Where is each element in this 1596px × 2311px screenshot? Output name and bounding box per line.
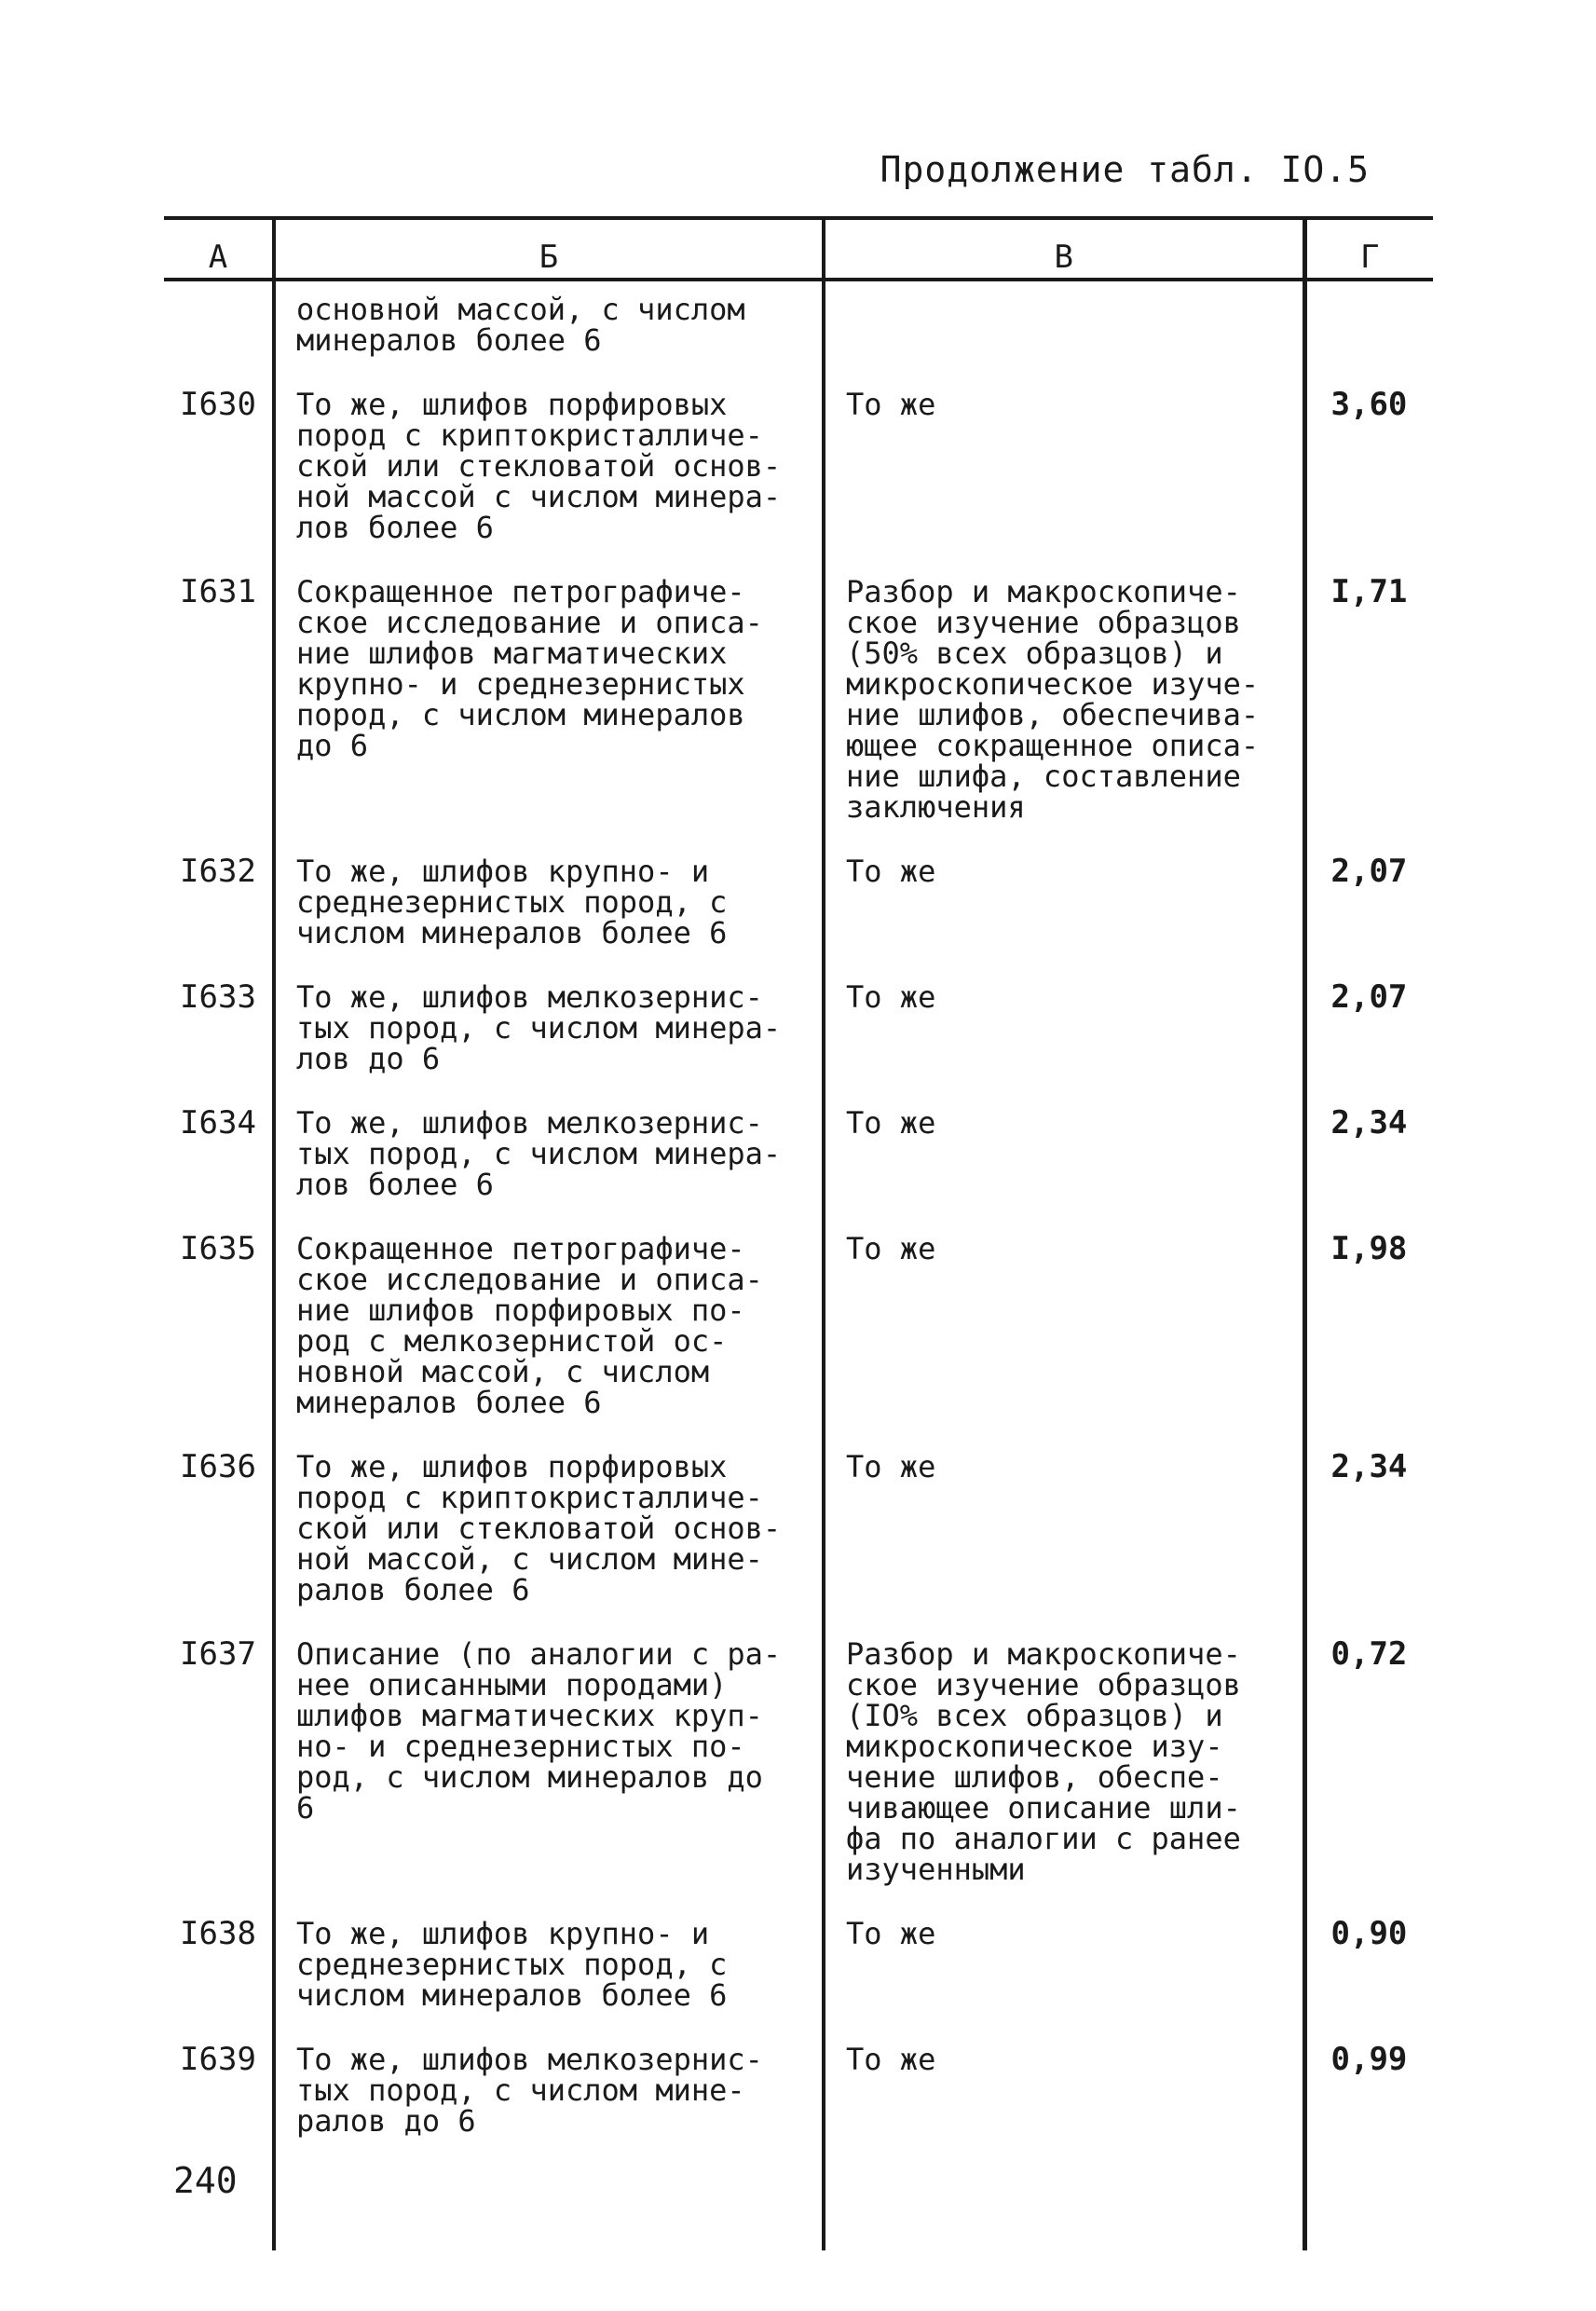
work-content: То же — [824, 969, 1304, 1095]
table-row — [164, 1221, 1433, 1439]
rates-table-container — [164, 216, 1433, 2250]
work-description: Описание (по аналогии с ра- нее описанными породами) шлифов магматических круп- но- и среднезернистых по- род, с числом минералов до 6 — [274, 1626, 824, 1906]
work-description: То же, шлифов мелкозернис- тых пород, с числом минера- лов более 6 — [274, 1095, 824, 1221]
table-row — [164, 1439, 1433, 1626]
row-id: I638 — [180, 1915, 256, 1952]
work-content: То же — [824, 376, 1304, 564]
blank-cell — [274, 2157, 824, 2250]
table-row — [164, 1906, 1433, 2031]
row-id: I631 — [180, 573, 256, 610]
work-content: То же — [824, 1906, 1304, 2031]
row-id: I632 — [180, 853, 256, 890]
row-id: I639 — [180, 2041, 256, 2078]
work-content: То же — [824, 843, 1304, 969]
rate-value: 3,60 — [1304, 376, 1433, 564]
work-description: То же, шлифов порфировых пород с криптокристалличе- ской или стекловатой основ- ной массой с числом минера- лов более 6 — [274, 376, 824, 564]
row-id: I635 — [180, 1230, 256, 1267]
work-content: То же — [824, 1439, 1304, 1626]
work-description: То же, шлифов крупно- и среднезернистых пород, с числом минералов более 6 — [274, 843, 824, 969]
rate-value: I,71 — [1304, 564, 1433, 843]
rate-value: 0,99 — [1304, 2031, 1433, 2157]
table-blank-space — [164, 2157, 1433, 2250]
rate-value: 0,72 — [1304, 1626, 1433, 1906]
row-id: I636 — [180, 1448, 256, 1485]
table-row — [164, 564, 1433, 843]
column-header-v: В — [824, 218, 1304, 280]
page-number: 240 — [173, 2160, 238, 2201]
work-content: Разбор и макроскопиче- ское изучение образцов (IO% всех образцов) и микроскопическое изу- чение шлифов, обеспе- чивающее описание шли- фа по аналогии с ранее изученными — [824, 1626, 1304, 1906]
rate-value: 2,34 — [1304, 1095, 1433, 1221]
rate-value: 2,34 — [1304, 1439, 1433, 1626]
table-row — [164, 280, 1433, 376]
table-row — [164, 843, 1433, 969]
work-content: Разбор и макроскопиче- ское изучение образцов (50% всех образцов) и микроскопическое изуче- ние шлифов, обеспечива- ющее сокращенное описа- ние шлифа, составление заключения — [824, 564, 1304, 843]
column-header-g: Г — [1304, 218, 1433, 280]
rate-value: 0,90 — [1304, 1906, 1433, 2031]
row-id: I633 — [180, 978, 256, 1016]
column-header-b: Б — [274, 218, 824, 280]
row-id — [164, 280, 274, 376]
row-id: I630 — [180, 386, 256, 423]
row-id: I637 — [180, 1635, 256, 1673]
work-content: То же — [824, 2031, 1304, 2157]
table-row — [164, 1626, 1433, 1906]
work-description: То же, шлифов порфировых пород с криптокристалличе- ской или стекловатой основ- ной массой, с числом мине- ралов более 6 — [274, 1439, 824, 1626]
rate-value: 2,07 — [1304, 969, 1433, 1095]
column-header-a: А — [164, 218, 274, 280]
work-description: То же, шлифов мелкозернис- тых пород, с числом мине- ралов до 6 — [274, 2031, 824, 2157]
rates-table — [164, 216, 1433, 2250]
table-row — [164, 969, 1433, 1095]
table-header-row — [164, 218, 1433, 280]
table-row — [164, 1095, 1433, 1221]
rate-value — [1304, 280, 1433, 376]
table-row — [164, 2031, 1433, 2157]
work-description: То же, шлифов крупно- и среднезернистых пород, с числом минералов более 6 — [274, 1906, 824, 2031]
table-body — [164, 280, 1433, 2250]
work-description: основной массой, с числом минералов более 6 — [274, 280, 824, 376]
row-id: I634 — [180, 1104, 256, 1142]
work-content: То же — [824, 1221, 1304, 1439]
blank-cell — [824, 2157, 1304, 2250]
work-description: То же, шлифов мелкозернис- тых пород, с числом минера- лов до 6 — [274, 969, 824, 1095]
work-description: Сокращенное петрографиче- ское исследование и описа- ние шлифов порфировых по- род с мелкозернистой ос- новной массой, с числом минералов более 6 — [274, 1221, 824, 1439]
table-row — [164, 376, 1433, 564]
work-content — [824, 280, 1304, 376]
work-content: То же — [824, 1095, 1304, 1221]
rate-value: 2,07 — [1304, 843, 1433, 969]
table-continuation-caption: Продолжение табл. IO.5 — [880, 149, 1370, 190]
work-description: Сокращенное петрографиче- ское исследование и описа- ние шлифов магматических крупно- и среднезернистых пород, с числом минералов до 6 — [274, 564, 824, 843]
blank-cell — [1304, 2157, 1433, 2250]
table-header — [164, 218, 1433, 280]
rate-value: I,98 — [1304, 1221, 1433, 1439]
